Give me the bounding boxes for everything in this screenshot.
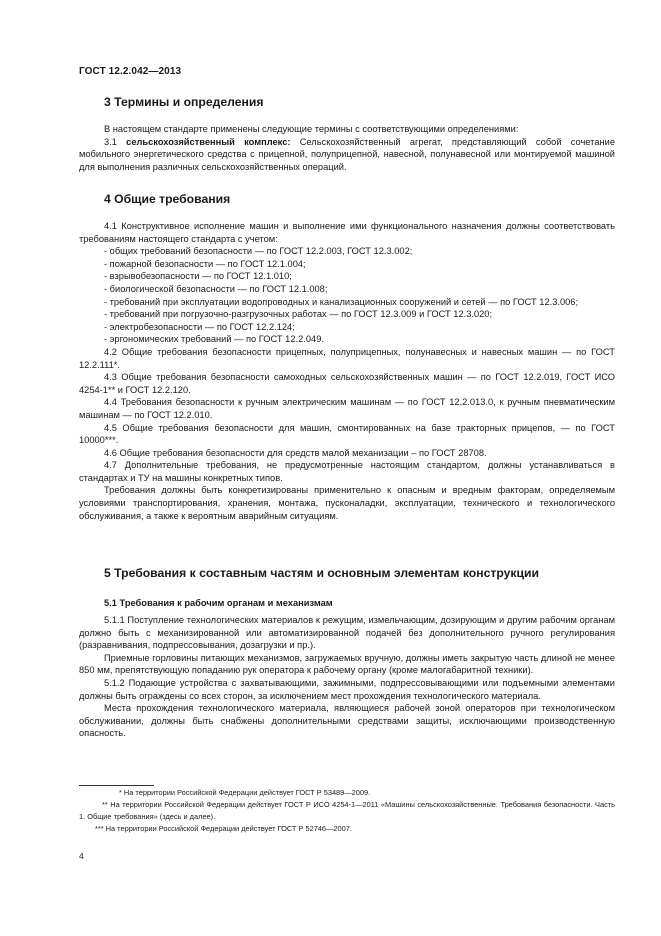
- clause-4-7-continued: Требования должны быть конкретизированы применительно к опасным и вредным факторам, определяемым условиями транспортирования, хранения, монтажа, пусконаладки, эксплуатации, технического и технологического обслуживания, а также к вероятным аварийным ситуациям.: [79, 485, 615, 521]
- clause-4-1: 4.1 Конструктивное исполнение машин и выполнение ими функционального назначения должны соответствовать требованиям настоящего стандарта с учетом:: [79, 221, 615, 244]
- list-item: - биологической безопасности — по ГОСТ 12.1.008;: [104, 283, 328, 294]
- list-item: - требований при эксплуатации водопроводных и канализационных сооружений и сетей — по ГОСТ 12.3.006;: [104, 296, 579, 307]
- page-number: 4: [79, 851, 84, 861]
- definition-3-1: [79, 136, 615, 174]
- footnote-rule: [79, 785, 154, 786]
- clause-4-3: 4.3 Общие требования безопасности самоходных сельскохозяйственных машин — по ГОСТ 12.2.019, ГОСТ ИСО 4254-1** и ГОСТ 12.2.120.: [79, 372, 615, 395]
- definition-text: Сельскохозяйственный агрегат, представляющий собой сочетание мобильного энергетического средства с прицепной, полуприцепной, навесной, полунавесной или монтируемой машиной для выполнения различных сельскохозяйственных операций.: [79, 136, 615, 172]
- section-3: [79, 95, 615, 110]
- section-5: [79, 566, 615, 581]
- clause-4-7: 4.7 Дополнительные требования, не предусмотренные настоящим стандартом, должны устанавливаться в стандартах и ТУ на машины конкретных типов.: [79, 460, 615, 483]
- list-item: - пожарной безопасности — по ГОСТ 12.1.004;: [104, 258, 306, 269]
- clause-5-1-1: 5.1.1 Поступление технологических материалов к режущим, измельчающим, дозирующим и другим рабочим органам должно быть с механизированной или автоматизированной подачей без дополнительного ручного регулирования (разравнивания, подпрессовывания, дозагрузки и пр.).: [79, 615, 615, 651]
- clause-4-6: 4.6 Общие требования безопасности для средств малой механизации – по ГОСТ 28708.: [104, 447, 487, 458]
- list-item: - эргономических требований — по ГОСТ 12.2.049.: [104, 334, 324, 345]
- section-3-title: 3 Термины и определения: [104, 95, 264, 109]
- section-4: [79, 192, 615, 207]
- clause-4-4: 4.4 Требования безопасности к ручным электрическим машинам — по ГОСТ 12.2.013.0, к ручным пневматическим машинам — по ГОСТ 12.2.010.: [79, 397, 615, 420]
- clause-5-1-2-continued: Места прохождения технологического материала, являющиеся рабочей зоной операторов при технологическом обслуживании, должны быть снабжены дополнительными средствами защиты, исключающими производственную опасность.: [79, 703, 615, 739]
- section-5-body: [79, 597, 615, 740]
- section-4-body: [79, 220, 615, 522]
- clause-5-1-2: 5.1.2 Подающие устройства с захватывающими, зажимными, подпрессовывающими или подъемными элементами должны быть ограждены со всех сторон, за исключением мест прохождения технологического материала.: [79, 677, 615, 701]
- section-4-title: 4 Общие требования: [104, 192, 231, 206]
- section-5-title: 5 Требования к составным частям и основным элементам конструкции: [104, 566, 539, 580]
- clause-5-1-1-continued: Приемные горловины питающих механизмов, загружаемых вручную, должны иметь закрытую часть длиной не менее 850 мм, препятствующую попаданию рук оператора к рабочему органу (кроме малогабаритной техники).: [79, 652, 615, 676]
- section-3-body: [79, 123, 615, 173]
- subsection-5-1-title: 5.1 Требования к рабочим органам и механизмам: [104, 598, 333, 608]
- list-item: - электробезопасности — по ГОСТ 12.2.124;: [104, 321, 295, 332]
- clause-4-2: 4.2 Общие требования безопасности прицепных, полуприцепных, полунавесных и навесных машин — по ГОСТ 12.2.111*.: [79, 346, 615, 370]
- footnote-2: ** На территории Российской Федерации действует ГОСТ Р ИСО 4254-1—2011 «Машины сельскохозяйственные. Требования безопасности. Часть 1. Общие требования» (здесь и далее).: [79, 800, 615, 821]
- clause-4-5: 4.5 Общие требования безопасности для машин, смонтированных на базе тракторных прицепов, — по ГОСТ 10000***.: [79, 422, 615, 446]
- document-header: ГОСТ 12.2.042—2013: [79, 66, 182, 77]
- list-item: - взрывобезопасности — по ГОСТ 12.1.010;: [104, 271, 292, 282]
- footnote-1: * На территории Российской Федерации действует ГОСТ Р 53489—2009.: [119, 788, 371, 797]
- definition-number: 3.1: [104, 136, 127, 147]
- section-3-intro: В настоящем стандарте применены следующие термины с соответствующими определениями:: [104, 124, 519, 134]
- footnote-3: *** На территории Российской Федерации действует ГОСТ Р 52746—2007.: [95, 824, 352, 833]
- list-item: - требований при погрузочно-разгрузочных работах — по ГОСТ 12.3.009 и ГОСТ 12.3.020;: [104, 309, 493, 320]
- list-item: - общих требований безопасности — по ГОСТ 12.2.003, ГОСТ 12.3.002;: [104, 246, 413, 257]
- definition-term: сельскохозяйственный комплекс:: [126, 136, 291, 147]
